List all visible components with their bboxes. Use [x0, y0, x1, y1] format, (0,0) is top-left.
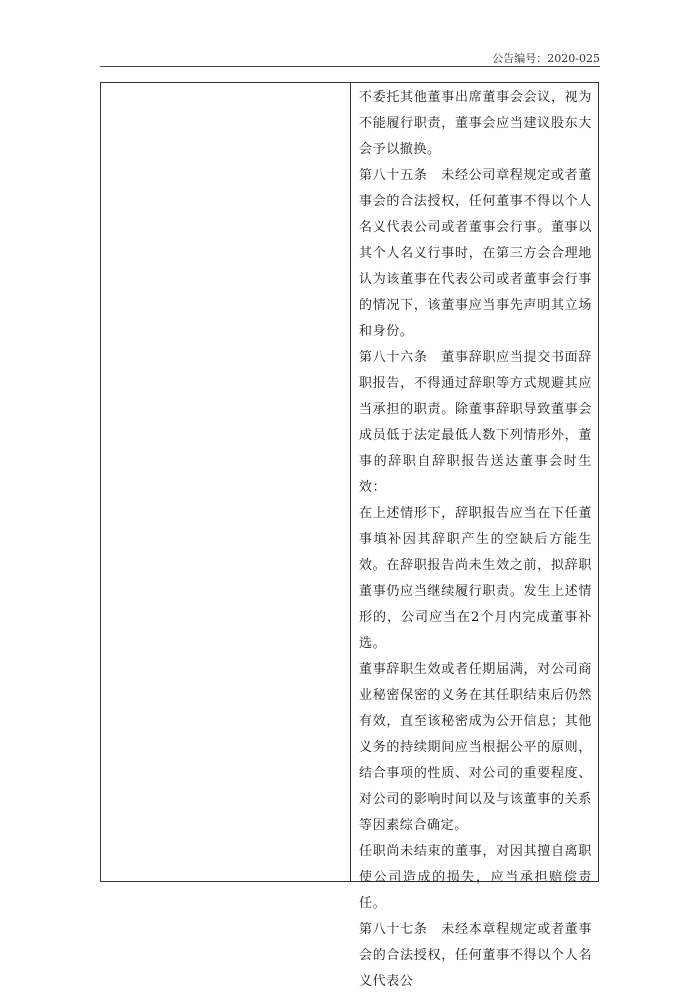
clause-paragraph: 第八十五条 未经公司章程规定或者董事会的合法授权，任何董事不得以个人名义代表公司或者董事会行事。董事以其个人名义行事时，在第三方会合理地认为该董事在代表公司或者董事会行事的情况下，该董事应当事先声明其立场和身份。 — [359, 168, 592, 339]
announcement-code: 公告编号：2020-025 — [492, 52, 600, 65]
table-right-cell — [351, 83, 600, 989]
header-divider — [100, 66, 600, 67]
clause-paragraph: 第八十六条 董事辞职应当提交书面辞职报告，不得通过辞职等方式规避其应当承担的职责。除董事辞职导致董事会成员低于法定最低人数下列情形外，董事的辞职自辞职报告送达董事会时生效： — [359, 350, 592, 495]
clause-paragraph: 任职尚未结束的董事，对因其擅自离职使公司造成的损失，应当承担赔偿责任。 — [359, 844, 592, 911]
clause-paragraph: 董事辞职生效或者任期届满，对公司商业秘密保密的义务在其任职结束后仍然有效，直至该秘密成为公开信息；其他义务的持续期间应当根据公平的原则，结合事项的性质、对公司的重要程度、对公司的影响时间以及与该董事的关系等因素综合确定。 — [359, 662, 592, 833]
clause-paragraph: 在上述情形下，辞职报告应当在下任董事填补因其辞职产生的空缺后方能生效。在辞职报告尚未生效之前，拟辞职董事仍应当继续履行职责。发生上述情形的，公司应当在2个月内完成董事补选。 — [359, 506, 592, 651]
comparison-table — [100, 82, 599, 989]
clause-paragraph: 第八十七条 未经本章程规定或者董事会的合法授权，任何董事不得以个人名义代表公 — [359, 922, 592, 989]
clause-paragraph: 不委托其他董事出席董事会会议，视为不能履行职责，董事会应当建议股东大会予以撤换。 — [359, 90, 592, 157]
table-left-cell — [101, 83, 351, 881]
